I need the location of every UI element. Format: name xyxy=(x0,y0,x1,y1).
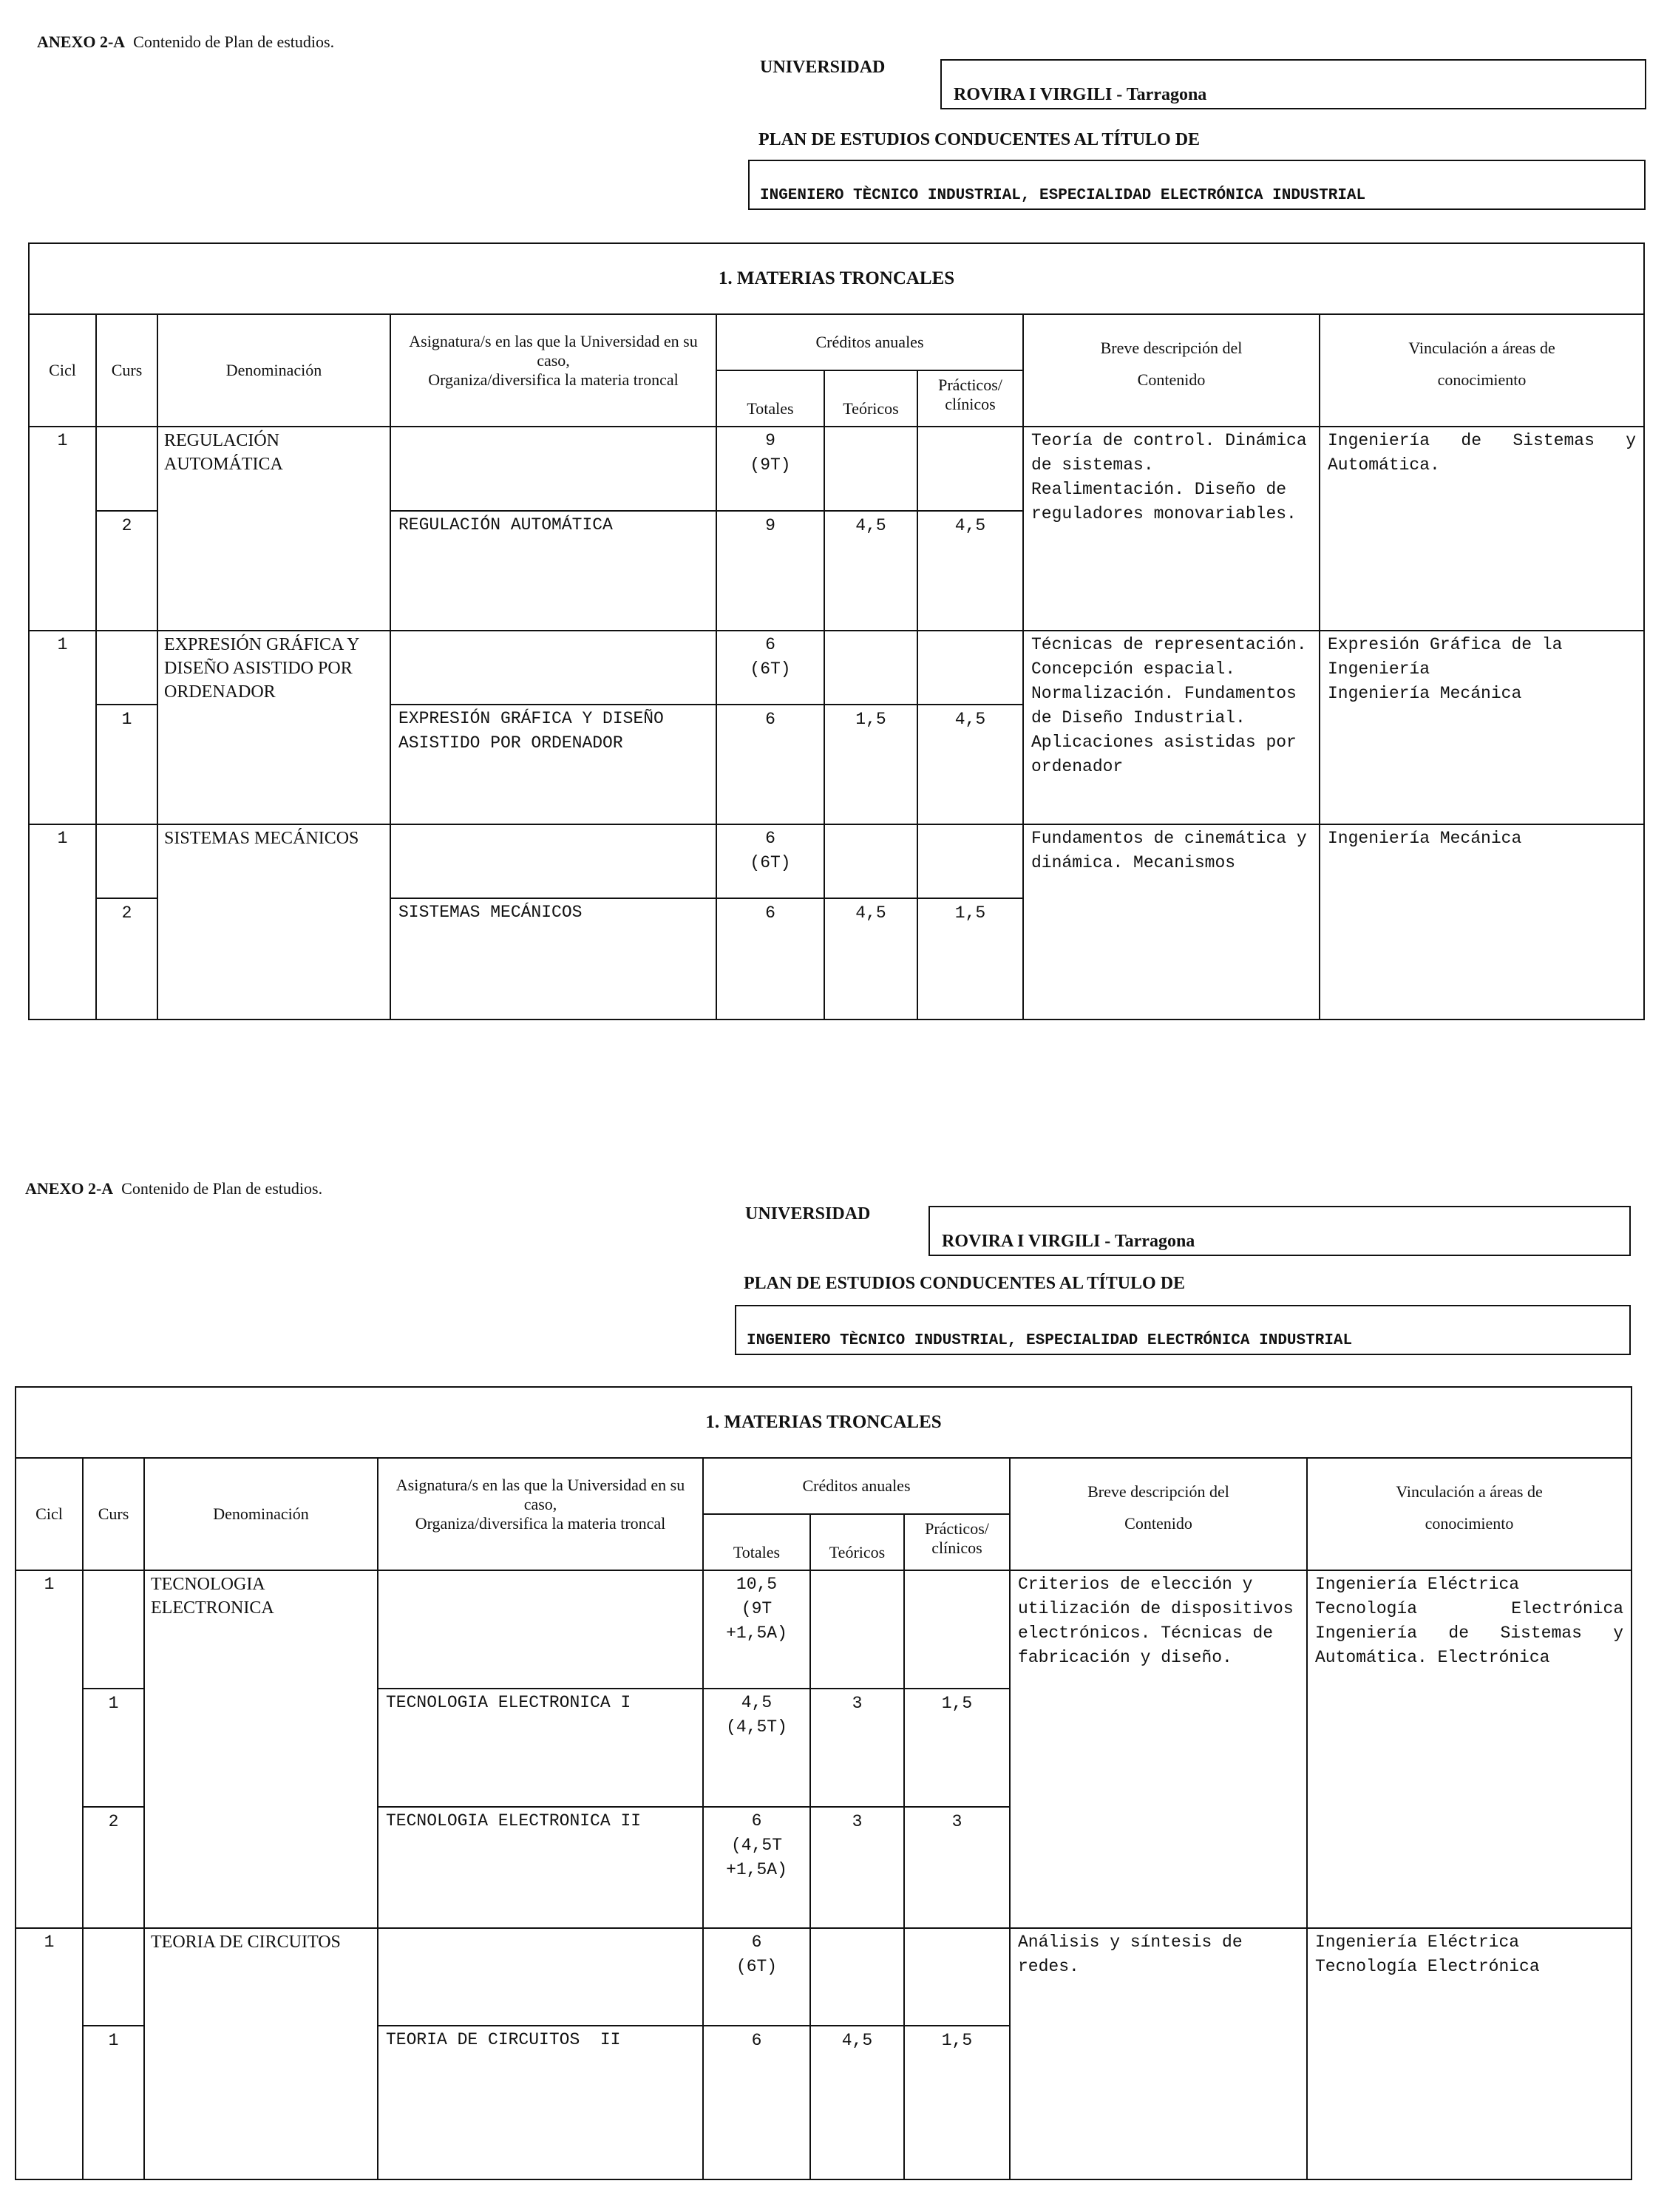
curs-cell: 2 xyxy=(83,1807,144,1928)
totales-cell: 6 xyxy=(716,898,824,1020)
asignatura-cell: SISTEMAS MECÁNICOS xyxy=(390,898,716,1020)
vinculacion-cell: Expresión Gráfica de la Ingeniería Ingeniería Mecánica xyxy=(1320,631,1644,824)
col-curs: Curs xyxy=(96,314,157,427)
col-denominacion: Denominación xyxy=(144,1458,378,1570)
annex-text: Contenido de Plan de estudios. xyxy=(133,33,335,51)
degree-title: INGENIERO TÈCNICO INDUSTRIAL, ESPECIALIDAD ELECTRÓNICA INDUSTRIAL xyxy=(747,1332,1353,1349)
totales-cell: 6 (6T) xyxy=(716,631,824,705)
descripcion-cell: Fundamentos de cinemática y dinámica. Mecanismos xyxy=(1023,824,1320,1020)
curs-cell: 1 xyxy=(83,1689,144,1807)
table-row xyxy=(29,824,1644,898)
denominacion-cell: SISTEMAS MECÁNICOS xyxy=(157,824,390,1020)
col-practicos: Prácticos/ clínicos xyxy=(904,1514,1010,1570)
col-vinculacion-1: Vinculación a áreas de xyxy=(1320,314,1644,370)
denominacion-cell: TEORIA DE CIRCUITOS xyxy=(144,1928,378,2179)
teoricos-cell: 4,5 xyxy=(824,511,917,631)
totales-cell: 6 xyxy=(703,2026,810,2179)
asignatura-cell: TECNOLOGIA ELECTRONICA II xyxy=(378,1807,703,1928)
descripcion-cell: Teoría de control. Dinámica de sistemas. Realimentación. Diseño de reguladores monovariables. xyxy=(1023,427,1320,631)
asignatura-cell: TECNOLOGIA ELECTRONICA I xyxy=(378,1689,703,1807)
col-totales: Totales xyxy=(716,370,824,427)
teoricos-cell: 4,5 xyxy=(810,2026,904,2179)
col-creditos: Créditos anuales xyxy=(703,1458,1010,1514)
col-vinculacion-2: conocimiento xyxy=(1307,1514,1632,1570)
col-descripcion-1: Breve descripción del xyxy=(1023,314,1320,370)
curs-cell: 1 xyxy=(83,2026,144,2179)
asignatura-cell: TEORIA DE CIRCUITOS II xyxy=(378,2026,703,2179)
col-descripcion-1: Breve descripción del xyxy=(1010,1458,1307,1514)
table-row xyxy=(16,1570,1632,1689)
col-denominacion: Denominación xyxy=(157,314,390,427)
university-name: ROVIRA I VIRGILI - Tarragona xyxy=(954,85,1207,104)
col-teoricos: Teóricos xyxy=(810,1514,904,1570)
col-totales: Totales xyxy=(703,1514,810,1570)
descripcion-cell: Análisis y síntesis de redes. xyxy=(1010,1928,1307,2179)
cicl-cell: 1 xyxy=(16,1928,83,2179)
asignatura-cell: EXPRESIÓN GRÁFICA Y DISEÑO ASISTIDO POR ORDENADOR xyxy=(390,705,716,824)
denominacion-cell: TECNOLOGIA ELECTRONICA xyxy=(144,1570,378,1928)
table-row xyxy=(16,1928,1632,2026)
col-curs: Curs xyxy=(83,1458,144,1570)
university-label: UNIVERSIDAD xyxy=(760,58,886,77)
degree-box xyxy=(748,160,1646,210)
practicos-cell: 4,5 xyxy=(917,705,1023,824)
col-practicos: Prácticos/ clínicos xyxy=(917,370,1023,427)
denominacion-cell: REGULACIÓN AUTOMÁTICA xyxy=(157,427,390,631)
cicl-cell: 1 xyxy=(29,631,96,824)
col-descripcion-2: Contenido xyxy=(1023,370,1320,427)
col-descripcion-2: Contenido xyxy=(1010,1514,1307,1570)
annex-code: ANEXO 2-A xyxy=(37,33,126,51)
university-box xyxy=(928,1206,1631,1256)
cicl-cell: 1 xyxy=(29,824,96,1020)
totales-cell: 6 (6T) xyxy=(703,1928,810,2026)
totales-cell: 4,5 (4,5T) xyxy=(703,1689,810,1807)
col-creditos: Créditos anuales xyxy=(716,314,1023,370)
teoricos-cell: 1,5 xyxy=(824,705,917,824)
asignatura-cell: REGULACIÓN AUTOMÁTICA xyxy=(390,511,716,631)
curs-cell: 1 xyxy=(96,705,157,824)
col-asignatura-1: Asignatura/s en las que la Universidad en su caso, xyxy=(378,1458,703,1514)
table-title: 1. MATERIAS TRONCALES xyxy=(29,243,1644,314)
cicl-cell: 1 xyxy=(29,427,96,631)
col-teoricos: Teóricos xyxy=(824,370,917,427)
practicos-cell: 3 xyxy=(904,1807,1010,1928)
annex-text: Contenido de Plan de estudios. xyxy=(121,1179,323,1198)
annex-heading xyxy=(37,33,334,52)
denominacion-cell: EXPRESIÓN GRÁFICA Y DISEÑO ASISTIDO POR ORDENADOR xyxy=(157,631,390,824)
degree-title: INGENIERO TÈCNICO INDUSTRIAL, ESPECIALIDAD ELECTRÓNICA INDUSTRIAL xyxy=(760,187,1366,204)
vinculacion-cell: Ingeniería Eléctrica Tecnología Electrónica Ingeniería de Sistemas y Automática. Electrónica xyxy=(1307,1570,1632,1928)
col-asignatura-2: Organiza/diversifica la materia troncal xyxy=(390,370,716,427)
plan-label: PLAN DE ESTUDIOS CONDUCENTES AL TÍTULO DE xyxy=(744,1274,1186,1293)
vinculacion-cell: Ingeniería Mecánica xyxy=(1320,824,1644,1020)
plan-label: PLAN DE ESTUDIOS CONDUCENTES AL TÍTULO DE xyxy=(758,130,1201,149)
col-cicl: Cicl xyxy=(29,314,96,427)
col-asignatura-2: Organiza/diversifica la materia troncal xyxy=(378,1514,703,1570)
totales-cell: 6 (6T) xyxy=(716,824,824,898)
vinculacion-cell: Ingeniería de Sistemas y Automática. xyxy=(1320,427,1644,631)
descripcion-cell: Técnicas de representación. Concepción espacial. Normalización. Fundamentos de Diseño Industrial. Aplicaciones asistidas por ordenador xyxy=(1023,631,1320,824)
university-label: UNIVERSIDAD xyxy=(745,1204,871,1224)
teoricos-cell: 3 xyxy=(810,1689,904,1807)
cicl-cell: 1 xyxy=(16,1570,83,1928)
curs-cell: 2 xyxy=(96,511,157,631)
university-box xyxy=(940,59,1646,109)
materias-table-1 xyxy=(28,242,1645,1020)
totales-cell: 6 (4,5T +1,5A) xyxy=(703,1807,810,1928)
annex-heading xyxy=(25,1179,322,1198)
annex-code: ANEXO 2-A xyxy=(25,1179,114,1198)
totales-cell: 10,5 (9T +1,5A) xyxy=(703,1570,810,1689)
totales-cell: 9 xyxy=(716,511,824,631)
teoricos-cell: 4,5 xyxy=(824,898,917,1020)
col-vinculacion-1: Vinculación a áreas de xyxy=(1307,1458,1632,1514)
totales-cell: 6 xyxy=(716,705,824,824)
practicos-cell: 1,5 xyxy=(917,898,1023,1020)
university-name: ROVIRA I VIRGILI - Tarragona xyxy=(942,1232,1195,1251)
col-cicl: Cicl xyxy=(16,1458,83,1570)
totales-cell: 9 (9T) xyxy=(716,427,824,511)
degree-box xyxy=(735,1305,1631,1355)
table-row xyxy=(29,427,1644,511)
curs-cell: 2 xyxy=(96,898,157,1020)
table-row xyxy=(29,631,1644,705)
col-asignatura-1: Asignatura/s en las que la Universidad en su caso, xyxy=(390,314,716,370)
vinculacion-cell: Ingeniería Eléctrica Tecnología Electrónica xyxy=(1307,1928,1632,2179)
table-title: 1. MATERIAS TRONCALES xyxy=(16,1387,1632,1458)
teoricos-cell: 3 xyxy=(810,1807,904,1928)
col-vinculacion-2: conocimiento xyxy=(1320,370,1644,427)
materias-table-2 xyxy=(15,1386,1632,2180)
practicos-cell: 1,5 xyxy=(904,1689,1010,1807)
practicos-cell: 4,5 xyxy=(917,511,1023,631)
descripcion-cell: Criterios de elección y utilización de dispositivos electrónicos. Técnicas de fabricación y diseño. xyxy=(1010,1570,1307,1928)
practicos-cell: 1,5 xyxy=(904,2026,1010,2179)
